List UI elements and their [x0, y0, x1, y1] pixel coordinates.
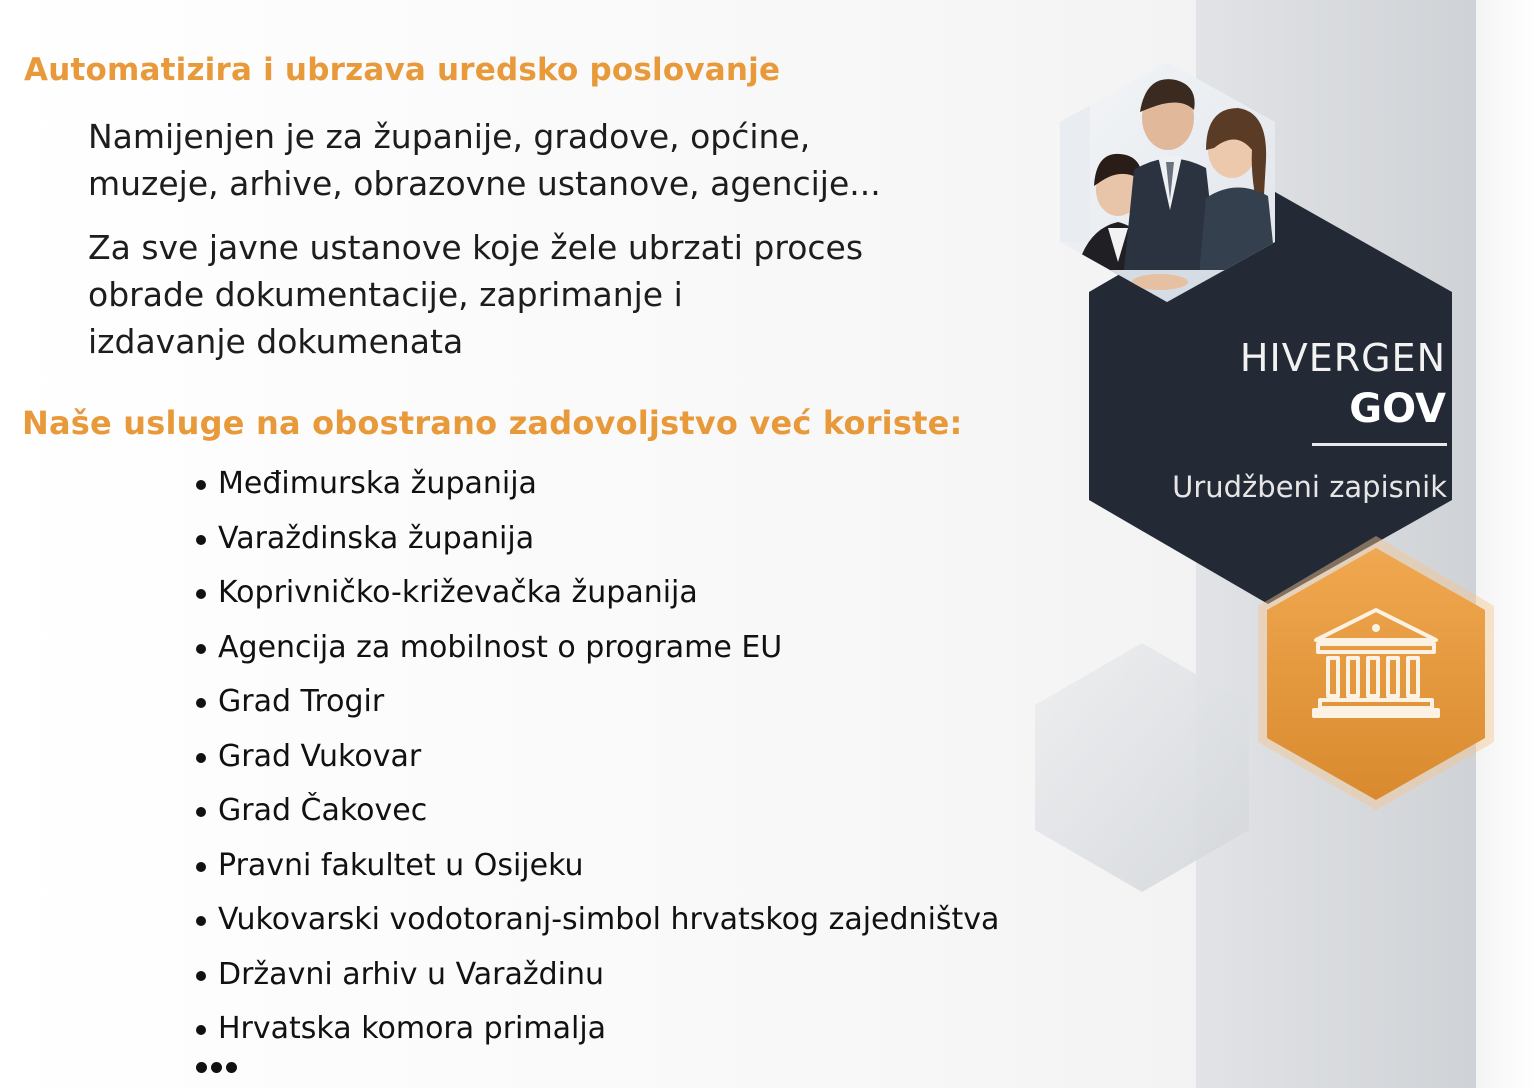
- brand-subtitle: Urudžbeni zapisnik: [1172, 470, 1447, 504]
- list-item: [194, 898, 999, 953]
- client-name: Grad Vukovar: [218, 738, 422, 774]
- brand-name: HIVERGEN: [1239, 336, 1446, 380]
- bullet-icon: [196, 480, 206, 490]
- bullet-icon: [196, 807, 206, 817]
- grey-hexagon: [1035, 643, 1249, 892]
- bullet-icon: [196, 644, 206, 654]
- list-item: [194, 571, 999, 626]
- client-name: Hrvatska komora primalja: [218, 1011, 607, 1046]
- bullet-icon: [196, 698, 206, 708]
- bullet-icon: [196, 589, 206, 599]
- client-name: Varaždinska županija: [218, 520, 535, 556]
- client-name: Koprivničko-križevačka županija: [218, 575, 698, 610]
- bullet-icon: [196, 753, 206, 763]
- list-item: [194, 517, 999, 572]
- bullet-icon: [196, 916, 206, 926]
- bullet-icon: [196, 1025, 206, 1035]
- heading-automation: Automatizira i ubrzava uredsko poslovanje: [24, 52, 781, 88]
- paragraph-line: izdavanje dokumenata: [88, 322, 464, 361]
- paragraph-line: muzeje, arhive, obrazovne ustanove, agencije...: [88, 164, 881, 203]
- client-name: Grad Trogir: [218, 684, 385, 719]
- client-name: Državni arhiv u Varaždinu: [218, 956, 605, 992]
- bullet-icon: [196, 971, 206, 981]
- bullet-icon: [196, 862, 206, 872]
- list-item: [194, 844, 999, 899]
- list-item: [194, 789, 999, 844]
- list-item: [194, 626, 999, 681]
- list-item: [194, 1007, 999, 1062]
- client-name: Grad Čakovec: [218, 793, 428, 828]
- paragraph-line: obrade dokumentacije, zaprimanje i: [88, 275, 683, 314]
- ellipsis-icon: [196, 1062, 237, 1073]
- brand-divider: [1312, 443, 1447, 446]
- client-name: Vukovarski vodotoranj-simbol hrvatskog zajedništva: [218, 902, 1000, 937]
- client-name: Međimurska županija: [218, 466, 537, 501]
- brand-product: GOV: [1349, 386, 1446, 432]
- list-item: [194, 462, 999, 517]
- paragraph-intended-for: [88, 113, 881, 207]
- list-item: [194, 953, 999, 1008]
- client-name: Agencija za mobilnost o programe EU: [218, 629, 783, 665]
- client-list: [194, 462, 999, 1062]
- list-item: [194, 735, 999, 790]
- list-item: [194, 680, 999, 735]
- paragraph-line: Za sve javne ustanove koje žele ubrzati proces: [88, 228, 864, 267]
- bullet-icon: [196, 535, 206, 545]
- client-name: Pravni fakultet u Osijeku: [218, 847, 584, 883]
- paragraph-public-institutions: [88, 224, 863, 365]
- paragraph-line: Namijenjen je za županije, gradove, općine,: [88, 117, 811, 156]
- heading-clients: Naše usluge na obostrano zadovoljstvo već koriste:: [22, 404, 963, 442]
